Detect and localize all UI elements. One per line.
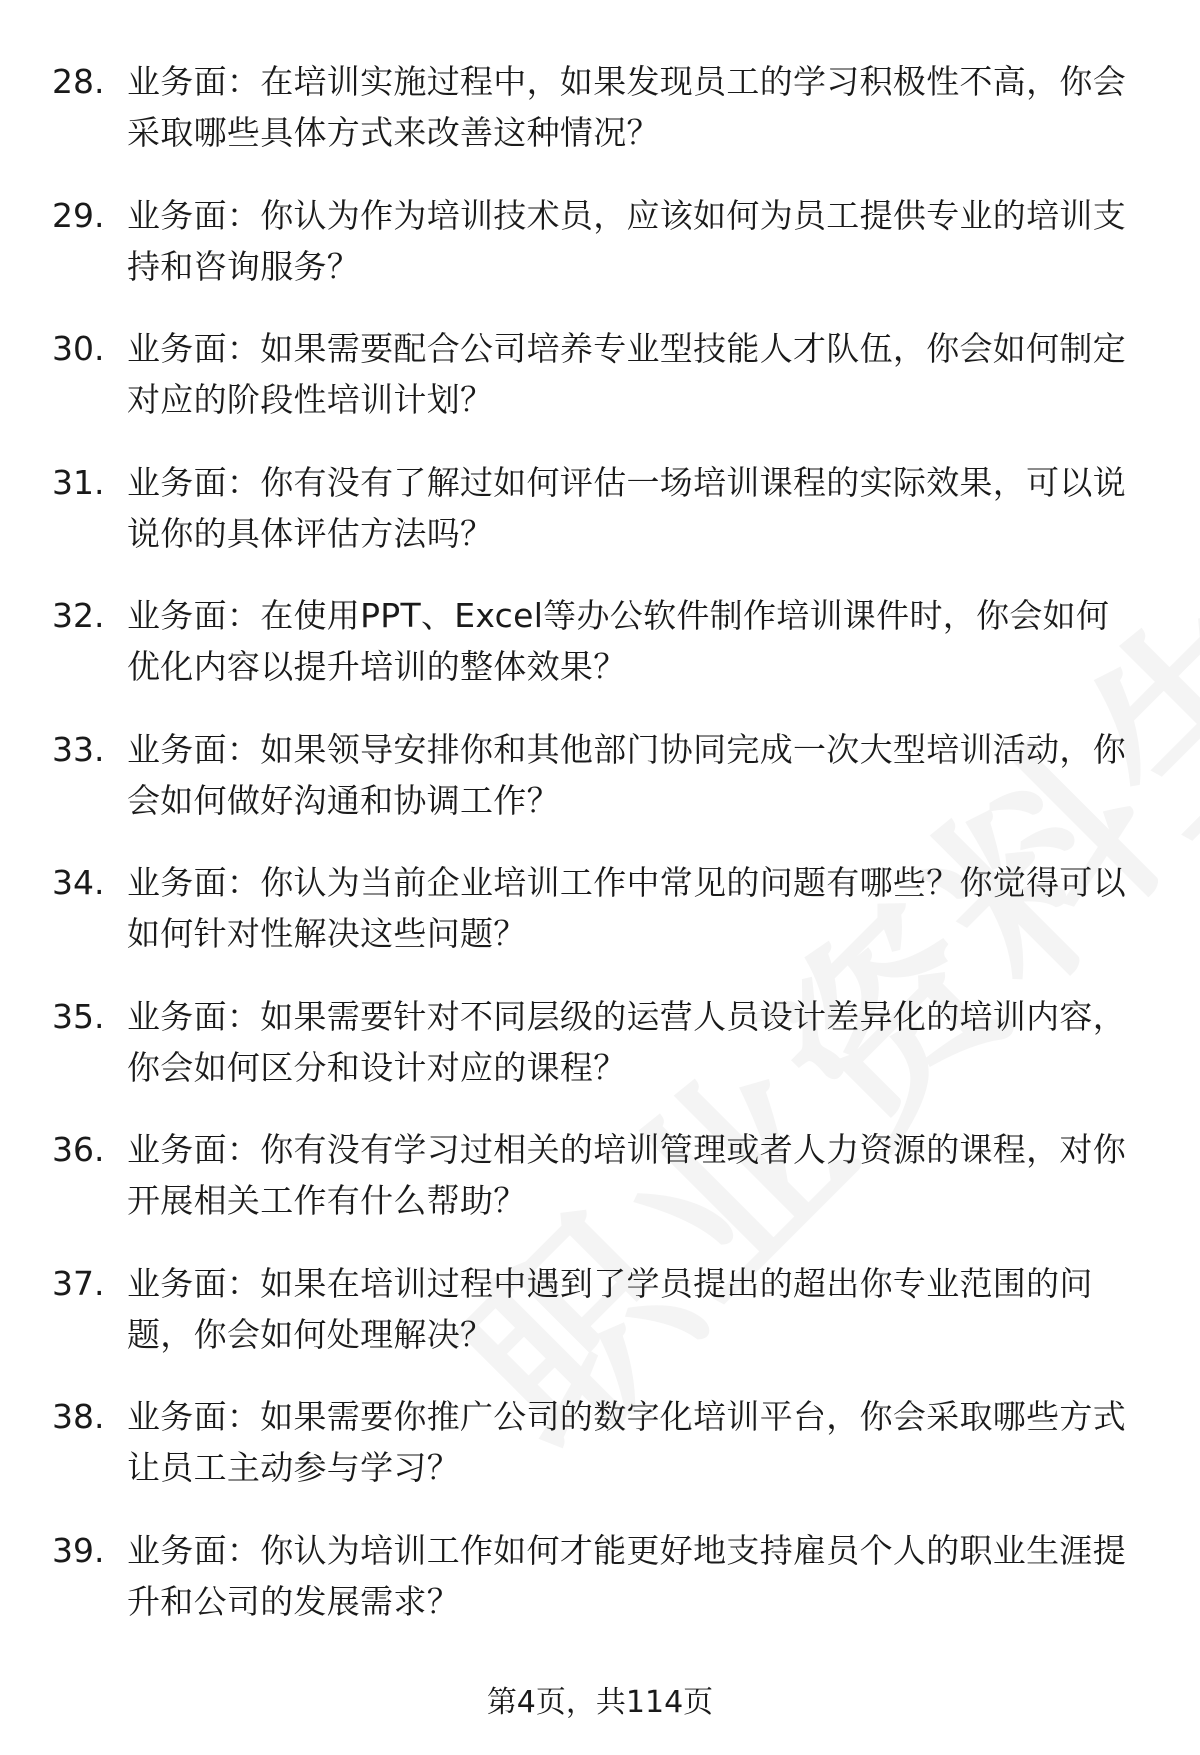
question-text: 业务面：你有没有学习过相关的培训管理或者人力资源的课程，对你开展相关工作有什么帮助？ xyxy=(127,1130,1126,1220)
question-number: 28. xyxy=(52,62,105,101)
question-text: 业务面：如果需要你推广公司的数字化培训平台，你会采取哪些方式让员工主动参与学习？ xyxy=(127,1397,1126,1487)
question-text: 业务面：在培训实施过程中，如果发现员工的学习积极性不高，你会采取哪些具体方式来改善这种情况？ xyxy=(127,62,1126,152)
question-item xyxy=(0,1258,1200,1392)
question-text: 业务面：如果需要针对不同层级的运营人员设计差异化的培训内容，你会如何区分和设计对应的课程？ xyxy=(127,996,1126,1087)
question-number: 30. xyxy=(52,329,105,368)
question-item xyxy=(0,1124,1200,1258)
question-number: 29. xyxy=(52,195,105,235)
question-item xyxy=(0,590,1200,724)
question-text: 业务面：在使用PPT、Excel等办公软件制作培训课件时，你会如何优化内容以提升培训的整体效果？ xyxy=(127,596,1110,686)
question-number: 37. xyxy=(52,1263,105,1303)
question-item xyxy=(0,323,1200,457)
question-item xyxy=(0,991,1200,1125)
question-text: 业务面：如果领导安排你和其他部门协同完成一次大型培训活动，你会如何做好沟通和协调工作？ xyxy=(127,729,1126,820)
question-item xyxy=(0,457,1200,591)
question-number: 33. xyxy=(52,729,105,769)
question-number: 36. xyxy=(52,1130,105,1169)
question-item xyxy=(0,857,1200,991)
question-text: 业务面：如果需要配合公司培养专业型技能人才队伍，你会如何制定对应的阶段性培训计划？ xyxy=(127,329,1126,419)
question-number: 35. xyxy=(52,996,105,1036)
question-text: 业务面：如果在培训过程中遇到了学员提出的超出你专业范围的问题，你会如何处理解决？ xyxy=(127,1263,1093,1354)
question-text: 业务面：你认为作为培训技术员，应该如何为员工提供专业的培训支持和咨询服务？ xyxy=(127,195,1126,286)
question-number: 39. xyxy=(52,1530,105,1570)
question-list xyxy=(0,56,1200,1658)
question-item xyxy=(0,1525,1200,1659)
question-number: 38. xyxy=(52,1397,105,1436)
question-text: 业务面：你有没有了解过如何评估一场培训课程的实际效果，可以说说你的具体评估方法吗？ xyxy=(127,462,1126,553)
question-item xyxy=(0,190,1200,324)
question-number: 34. xyxy=(52,863,105,902)
page-number-footer: 第4页，共114页 xyxy=(486,1685,714,1720)
question-item xyxy=(0,1391,1200,1525)
question-item xyxy=(0,56,1200,190)
question-text: 业务面：你认为培训工作如何才能更好地支持雇员个人的职业生涯提升和公司的发展需求？ xyxy=(127,1530,1126,1621)
question-text: 业务面：你认为当前企业培训工作中常见的问题有哪些？你觉得可以如何针对性解决这些问题？ xyxy=(127,863,1126,953)
question-number: 31. xyxy=(52,462,105,502)
question-item xyxy=(0,724,1200,858)
question-number: 32. xyxy=(52,596,105,635)
